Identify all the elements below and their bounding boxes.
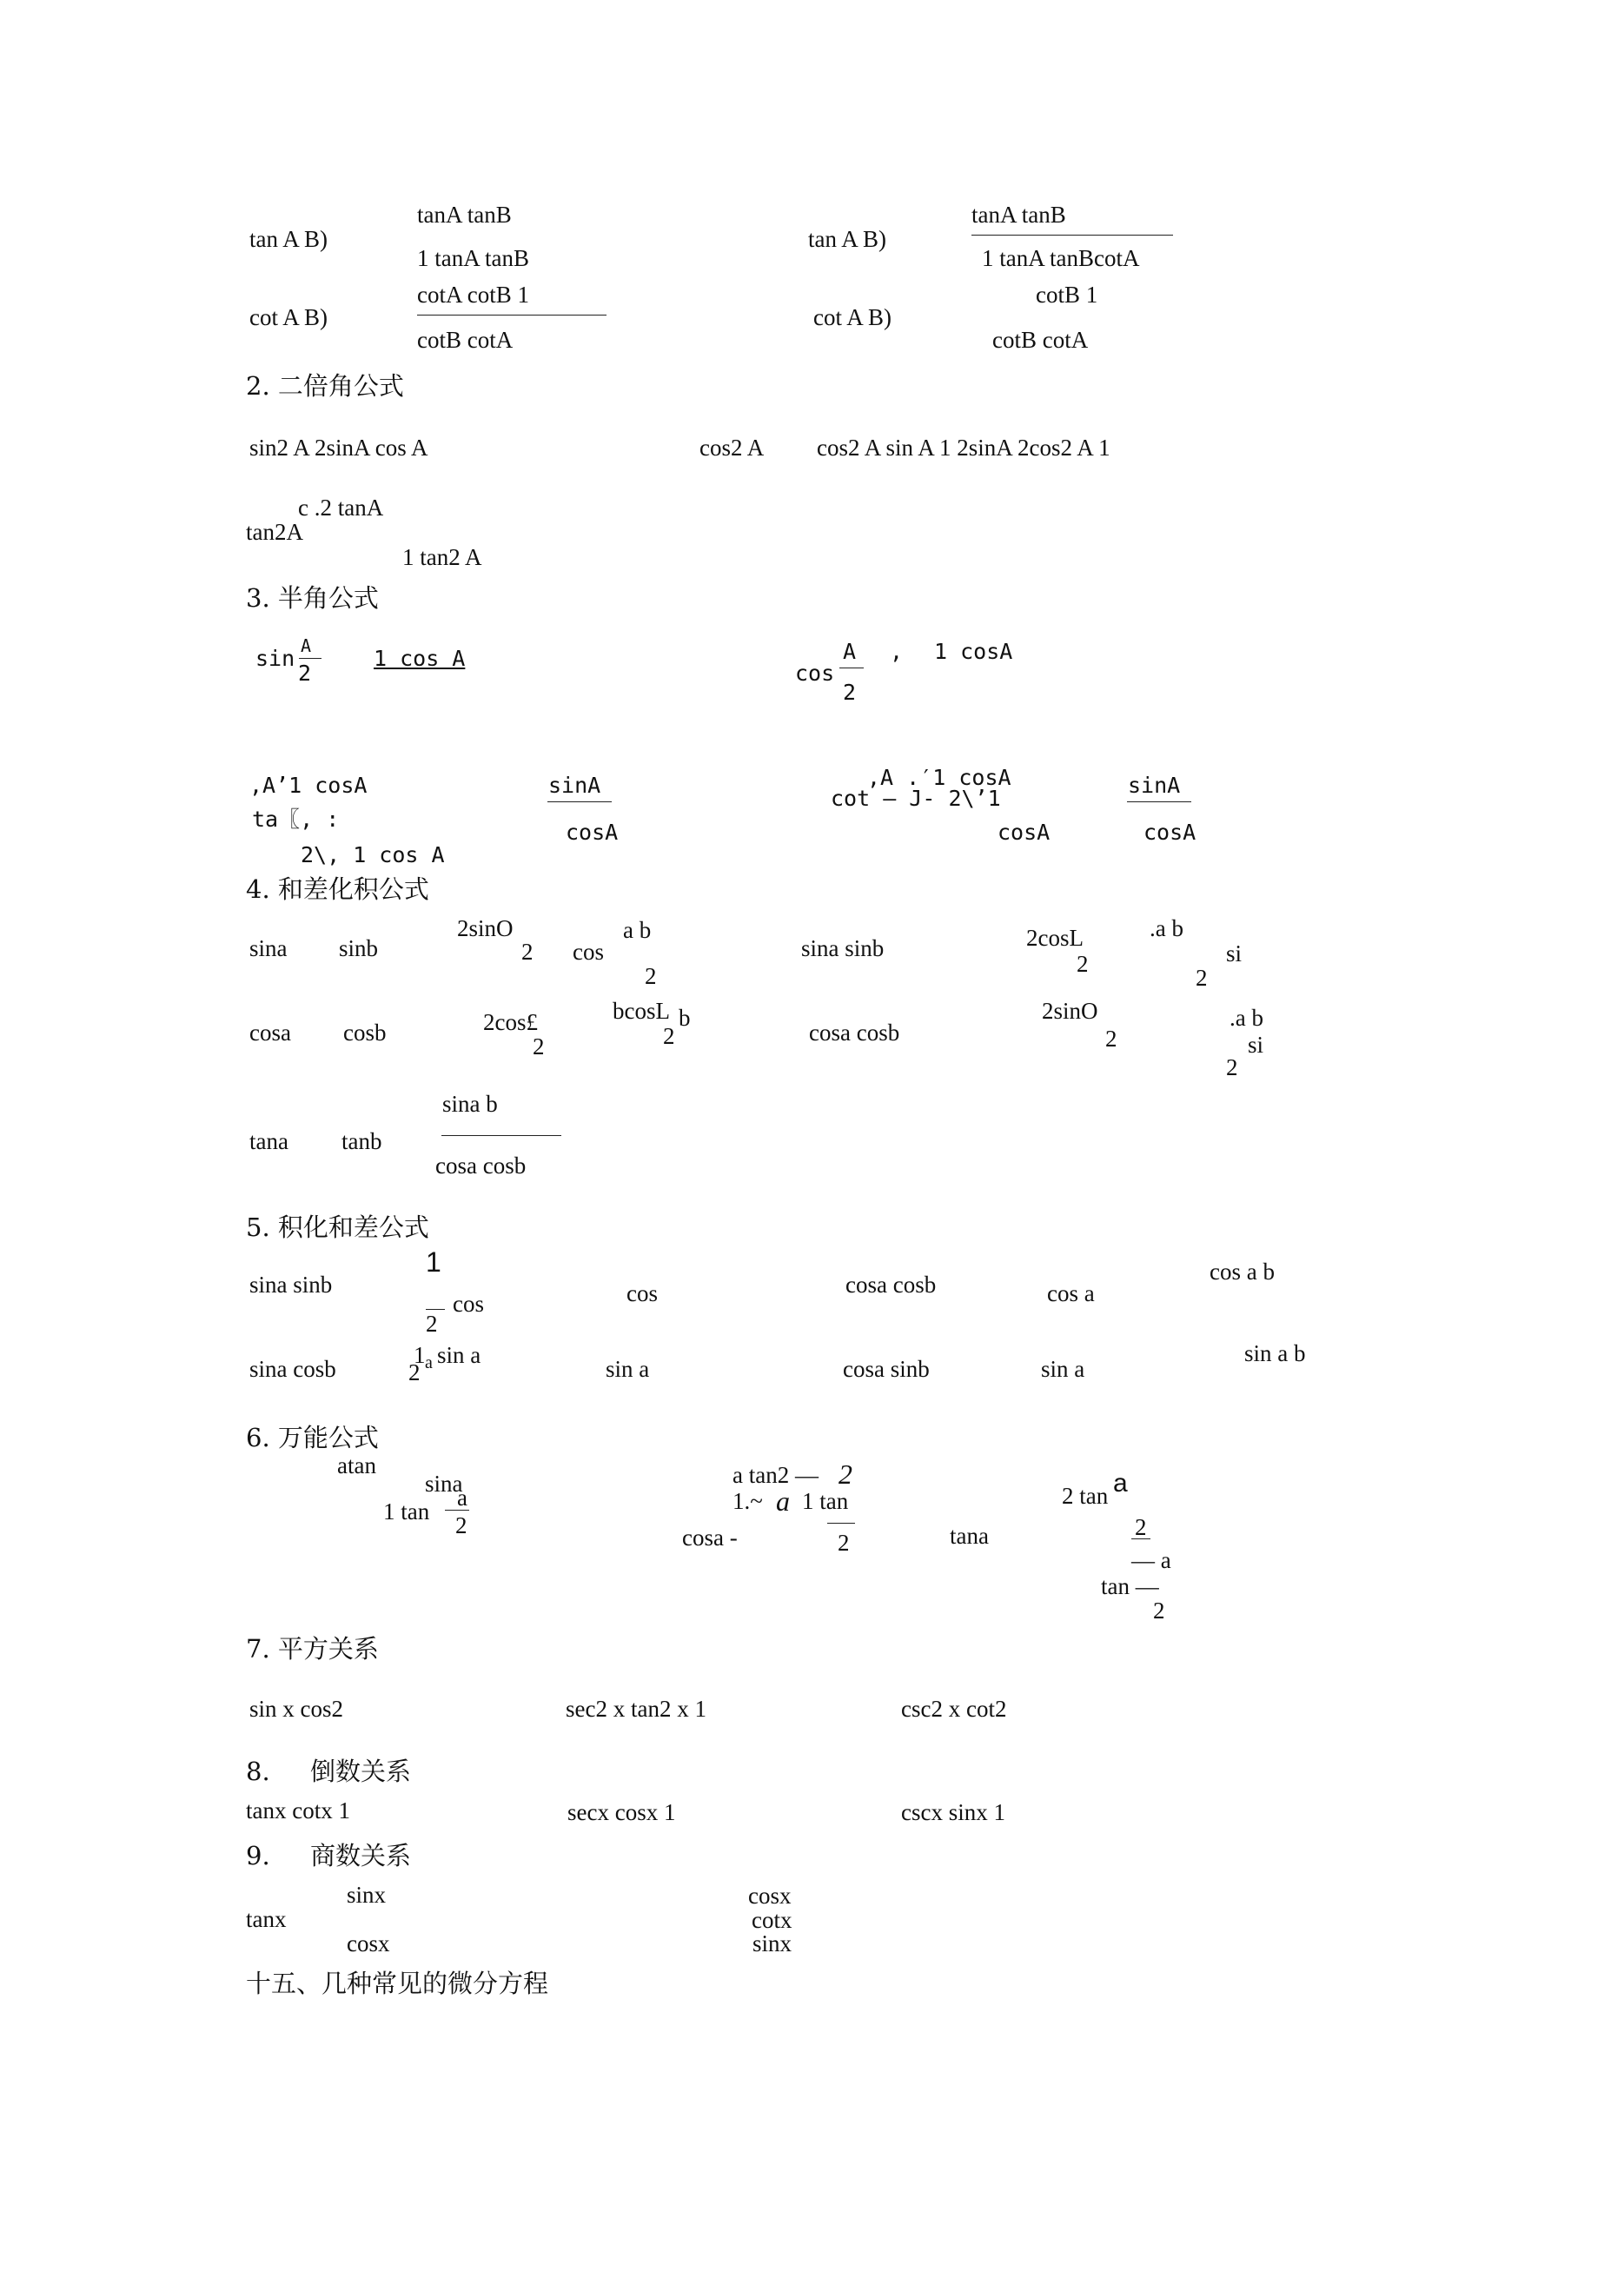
formula-term: cos [626,1280,658,1306]
formula-sec-cos: secx cosx 1 [567,1799,676,1825]
fraction-bar [426,1309,445,1310]
formula-label: tana [950,1523,989,1549]
formula-term: a b [623,917,652,943]
section-heading: 倒数关系 [310,1757,412,1786]
formula-term: 2 [533,1033,545,1060]
fraction-numerator: c .2 tanA [298,495,384,521]
formula-tan-cot: tanx cotx 1 [246,1797,350,1824]
fraction-denominator: 2 [426,1311,438,1337]
formula-cos2a: cos2 A sin A 1 2sinA 2cos2 A 1 [817,435,1110,461]
formula-term: .a b [1230,1005,1263,1031]
fraction-denominator: 2 [838,1530,850,1556]
fraction-numerator: tanA tanB [417,202,512,228]
formula-term: bcosL [613,998,670,1024]
formula-label: cosa - [682,1525,738,1551]
fraction-denominator: cosA [1143,820,1196,845]
formula-line: ,A .′1 cosA [867,765,1011,790]
formula-sin-cos-square: sin x cos2 [249,1696,343,1722]
formula-term: sina [425,1471,463,1497]
formula-term: tan — [1101,1573,1159,1599]
section-heading: 3. 半角公式 [246,583,379,613]
formula-label: sina sinb [801,935,885,961]
formula-term: 1 tan [802,1488,849,1514]
formula-label: tan A B) [249,226,328,252]
fraction-bar [1131,1538,1150,1539]
fraction-denominator: 1 tanA tanB [417,245,529,271]
formula-label: cotx [752,1907,792,1933]
formula-sin2a: sin2 A 2sinA cos A [249,435,428,461]
formula-label: sin [255,646,295,671]
formula-term: 2 [521,939,534,965]
fraction-denominator: 2 [843,680,857,705]
formula-term: cos [573,939,604,965]
fraction-bar [547,801,612,802]
formula-term: 1.~ [732,1488,763,1514]
formula-line: ,A’1 cosA [249,773,368,798]
formula-term: cos [453,1291,484,1317]
formula-label: tan2A [246,519,303,545]
formula-term: cos a b [1210,1259,1275,1285]
fraction-numerator: cosx [748,1883,792,1909]
formula-csc-cot-square: csc2 x cot2 [901,1696,1007,1722]
formula-term: sin a [606,1356,650,1382]
formula-label: cot A B) [249,304,328,330]
formula-term: 2cosL [1026,925,1084,951]
formula-term: sinb [339,935,379,961]
formula-term: sin a b [1244,1340,1306,1366]
section-heading: 5. 积化和差公式 [246,1212,429,1242]
fraction-denominator: cotB cotA [417,327,514,353]
formula-term: cosb [343,1020,387,1046]
formula-expression: 1 cosA [934,639,1013,664]
section-heading: 4. 和差化积公式 [246,874,429,904]
formula-term: 2 [1077,951,1089,977]
formula-term: 2sinO [1042,998,1098,1024]
formula-term: b [679,1005,691,1031]
formula-term: atan [337,1452,376,1478]
formula-term: 1 tan [383,1498,430,1525]
formula-term: .a b [1150,915,1183,941]
formula-expression: 1 cos A [374,646,466,671]
fraction-numerator: tanA tanB [971,202,1066,228]
fraction-numerator: 2 [1135,1514,1147,1540]
formula-term: — a [1131,1547,1171,1573]
formula-term: sin a [1041,1356,1085,1382]
formula-term: 2 [663,1023,675,1049]
fraction-numerator: 1 [426,1246,441,1278]
fraction-numerator: sinA [1128,773,1181,798]
fraction-numerator: sina b [442,1091,498,1117]
fraction-denominator: 1 tanA tanBcotA [982,245,1140,271]
punctuation: , [890,639,904,664]
fraction-numerator: A [843,639,857,664]
fraction-numerator: A [301,635,312,656]
formula-label: sina sinb [249,1272,333,1298]
formula-term: si [1248,1032,1264,1058]
fraction-bar [1127,801,1191,802]
formula-label: sina cosb [249,1356,336,1382]
formula-term: 2sinO [457,915,514,941]
fraction-numerator: cotB 1 [1036,282,1098,308]
formula-term: sin a [437,1342,481,1368]
section-heading: 7. 平方关系 [246,1634,379,1664]
fraction-denominator: 2 [298,661,312,686]
fraction-bar [971,235,1173,236]
fraction-numerator: 1 [414,1342,426,1368]
section-heading-number: 8. [246,1757,270,1786]
formula-term: 2 [1226,1054,1238,1080]
fraction-bar [417,315,607,316]
formula-line: 2\, 1 cos A [301,842,445,867]
fraction-bar [299,658,321,659]
fraction-denominator: cosA [566,820,619,845]
formula-term: cos a [1047,1280,1095,1306]
formula-label: cos [795,661,835,686]
fraction-numerator: a [457,1485,467,1511]
formula-label: tan A B) [808,226,887,252]
section-heading-number: 9. [246,1841,270,1870]
formula-term: 2 [1105,1026,1117,1052]
formula-term: 2 tan [1062,1483,1109,1509]
formula-term: cosa [249,1020,291,1046]
fraction-numerator: cotA cotB 1 [417,282,529,308]
section-heading: 2. 二倍角公式 [246,371,404,401]
fraction-bar [445,1510,469,1511]
formula-label: cot A B) [813,304,892,330]
fraction-denominator: 2 [455,1512,467,1538]
fraction-denominator: cosx [347,1930,390,1957]
formula-term: 2 [1196,965,1208,991]
section-heading: 商数关系 [310,1841,412,1870]
fraction-denominator: 1 tan2 A [402,544,482,570]
formula-term: si [1226,940,1243,967]
fraction-bar [441,1135,561,1136]
formula-label: cosa cosb [845,1272,937,1298]
formula-term: tanb [341,1128,382,1154]
formula-term: 2 [645,963,657,989]
fraction-denominator: 2 [408,1359,421,1385]
fraction-denominator: cotB cotA [992,327,1089,353]
fraction-denominator: 2 [1153,1598,1165,1624]
section-heading: 十五、几种常见的微分方程 [246,1969,549,1998]
formula-term: a [776,1485,790,1517]
fraction-bar [827,1523,855,1524]
formula-term: 2 [839,1458,852,1490]
fraction-denominator: sinx [752,1930,792,1957]
formula-label: cosa cosb [809,1020,900,1046]
formula-line: cot — J- 2\’1 [831,786,1001,811]
formula-term: a [1113,1469,1128,1498]
formula-csc-sin: cscx sinx 1 [901,1799,1005,1825]
formula-term: 2cos£ [483,1009,538,1035]
formula-sec-tan-square: sec2 x tan2 x 1 [566,1696,706,1722]
fraction-numerator: sinA [548,773,601,798]
fraction-numerator: sinx [347,1882,387,1908]
fraction-denominator: cosa cosb [435,1153,527,1179]
formula-label: cos2 A [699,435,765,461]
formula-line: ta〖, : [252,807,340,832]
formula-term: a tan2 — [732,1462,819,1488]
formula-term: a [425,1353,433,1372]
formula-term: sina [249,935,288,961]
section-heading: 6. 万能公式 [246,1423,379,1452]
formula-label: cosa sinb [843,1356,930,1382]
formula-term: tana [249,1128,288,1154]
formula-line: cosA [998,820,1051,845]
formula-label: tanx [246,1906,287,1932]
